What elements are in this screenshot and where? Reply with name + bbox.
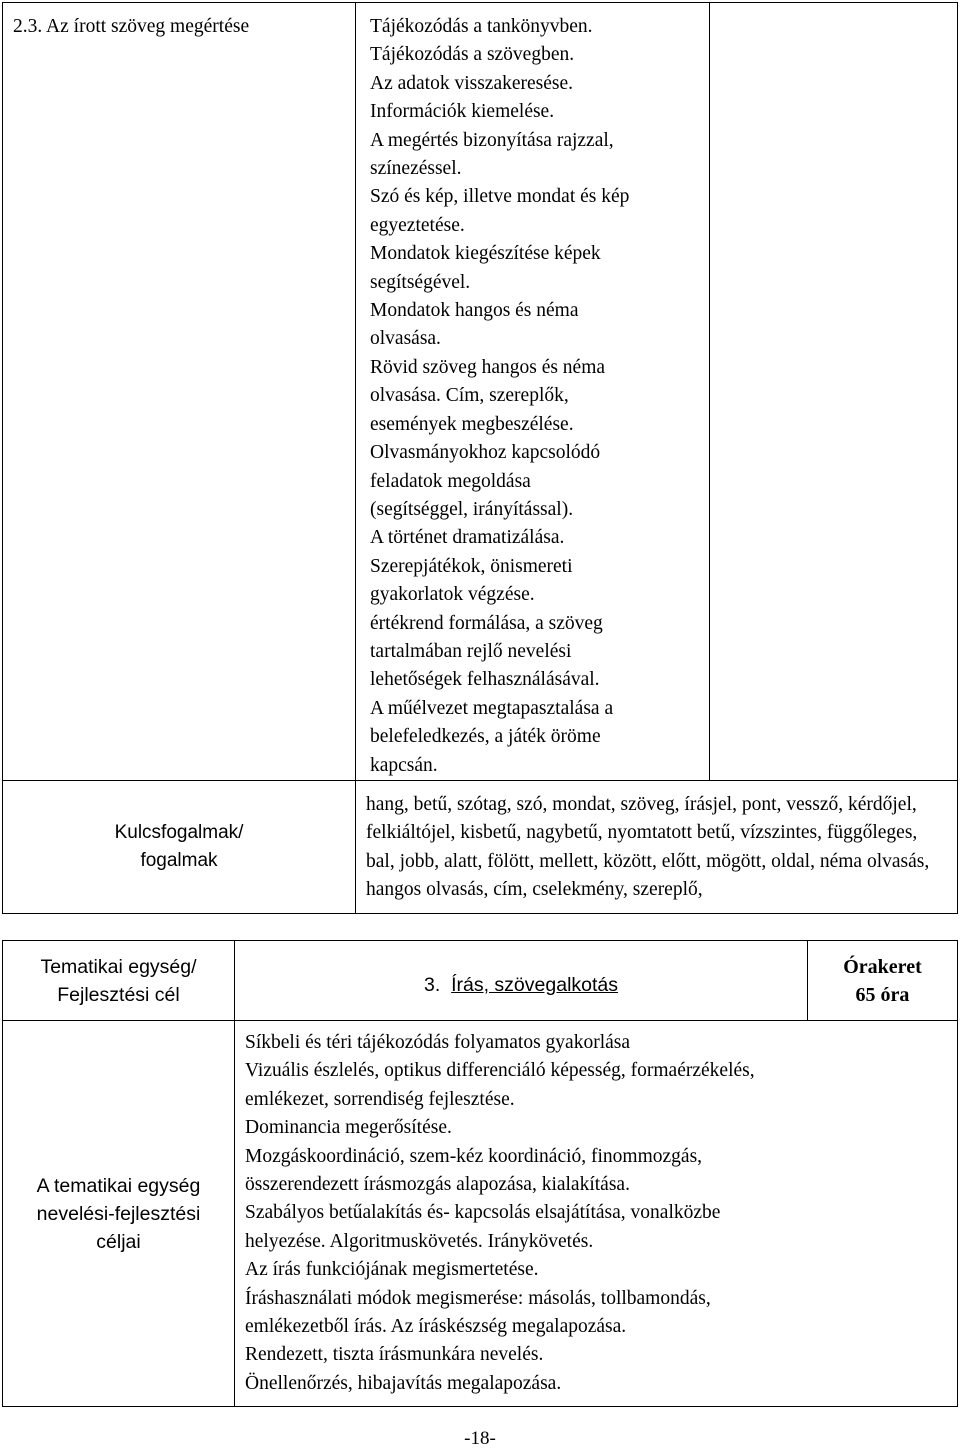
section-2-3-line-26: belefeledkezés, a játék öröme: [370, 726, 601, 748]
page-number: -18-: [464, 1428, 496, 1449]
section-2-3-line-4: Információk kiemelése.: [370, 101, 555, 123]
key-concepts-label-line2: fogalmak: [140, 849, 218, 871]
goal-line-6: összerendezett írásmozgás alapozása, kialakítása.: [245, 1174, 630, 1196]
section-2-3-line-13: Rövid szöveg hangos és néma: [370, 356, 606, 378]
section-2-3-line-5: A megértés bizonyítása rajzzal,: [370, 129, 614, 151]
goal-line-13: Önellenőrzés, hibajavítás megalapozása.: [245, 1372, 562, 1394]
section-2-3-line-11: Mondatok hangos és néma: [370, 300, 579, 322]
section-2-3-line-25: A műélvezet megtapasztalása a: [370, 697, 614, 719]
section-2-3-line-15: események megbeszélése.: [370, 413, 574, 435]
unit-3-header-row: [3, 941, 958, 1021]
section-2-3-line-3: Az adatok visszakeresése.: [370, 72, 574, 94]
section-2-3-line-9: Mondatok kiegészítése képek: [370, 243, 601, 265]
section-2-3-line-7: Szó és kép, illetve mondat és kép: [370, 186, 630, 208]
key-concepts-content-cell: [356, 781, 958, 914]
goals-label-cell: [3, 1021, 235, 1407]
section-2-3-line-21: gyakorlatok végzése.: [370, 584, 535, 606]
goals-label-line2: nevelési-fejlesztési: [36, 1202, 201, 1225]
goal-line-11: emlékezetből írás. Az íráskészség megalapozása.: [245, 1316, 627, 1338]
section-2-3-line-24: lehetőségek felhasználásával.: [370, 669, 600, 691]
unit-3-goals-row: [3, 1021, 958, 1407]
section-2-3-content-list: [356, 3, 709, 780]
section-2-3-line-19: A történet dramatizálása.: [370, 527, 565, 549]
goals-content-cell: [235, 1021, 958, 1407]
goal-line-12: Rendezett, tiszta írásmunkára nevelés.: [245, 1344, 544, 1366]
section-2-3-line-23: tartalmában rejlő nevelési: [370, 640, 572, 662]
goal-line-10: Íráshasználati módok megismerése: másolás, tollbamondás,: [245, 1287, 711, 1309]
hours-value: 65 óra: [855, 983, 910, 1006]
section-2-3-title-cell: [3, 3, 356, 781]
key-concepts-line-4: hangos olvasás, cím, cselekmény, szereplő,: [366, 879, 703, 901]
goals-label-line1: A tematikai egység: [36, 1174, 201, 1197]
section-2-3-line-18: (segítséggel, irányítással).: [370, 498, 574, 520]
key-concepts-label-cell: [3, 781, 356, 914]
goal-line-3: emlékezet, sorrendiség fejlesztése.: [245, 1088, 515, 1110]
goal-line-8: helyezése. Algoritmuskövetés. Iránykövetés.: [245, 1230, 594, 1252]
goal-line-1: Síkbeli és téri tájékozódás folyamatos gyakorlása: [245, 1032, 631, 1053]
section-2-3-line-10: segítségével.: [370, 271, 471, 293]
section-2-3-line-20: Szerepjátékok, önismereti: [370, 555, 573, 577]
goal-line-7: Szabályos betűalakítás és- kapcsolás elsajátítása, vonalközbe: [245, 1202, 721, 1224]
key-concepts-row: [3, 781, 958, 914]
unit-number: 3.: [423, 974, 441, 996]
section-2-3-line-22: értékrend formálása, a szöveg: [370, 612, 603, 634]
section-2-3-line-12: olvasása.: [370, 328, 441, 350]
section-2-3-line-6: színezéssel.: [370, 158, 462, 180]
key-concepts-label-line1: Kulcsfogalmak/: [114, 821, 244, 843]
section-2-3-title: 2.3. Az írott szöveg megértése: [13, 16, 250, 37]
section-2-3-line-1: Tájékozódás a tankönyvben.: [370, 16, 593, 37]
hours-cell: [808, 941, 958, 1021]
section-2-3-line-8: egyeztetése.: [370, 214, 465, 236]
unit-3-table: [2, 940, 958, 1407]
section-2-3-line-17: feladatok megoldása: [370, 470, 531, 492]
hours-label: Órakeret: [843, 955, 922, 978]
goal-line-4: Dominancia megerősítése.: [245, 1117, 452, 1139]
section-2-3-line-27: kapcsán.: [370, 754, 438, 776]
goals-label-line3: céljai: [96, 1230, 141, 1253]
section-2-3-content-cell: [356, 3, 710, 781]
key-concepts-line-2: felkiáltójel, kisbetű, nagybetű, nyomtatott betű, vízszintes, függőleges,: [366, 822, 918, 844]
goal-line-2: Vizuális észlelés, optikus differenciáló képesség, formaérzékelés,: [245, 1060, 755, 1082]
unit-label-cell: [3, 941, 235, 1021]
section-2-3-line-2: Tájékozódás a szövegben.: [370, 44, 575, 66]
unit-label-line1: Tematikai egység/: [40, 955, 197, 978]
section-2-3-row: [3, 3, 958, 781]
section-2-3-line-16: Olvasmányokhoz kapcsolódó: [370, 442, 601, 464]
goal-line-9: Az írás funkciójának megismertetése.: [245, 1259, 539, 1281]
section-2-3-line-14: olvasása. Cím, szereplők,: [370, 385, 569, 407]
unit-title-cell: [235, 941, 808, 1021]
section-2-3-empty-cell: [710, 3, 958, 781]
unit-title: Írás, szövegalkotás: [451, 974, 619, 996]
section-2-3-table: [2, 2, 958, 914]
key-concepts-line-3: bal, jobb, alatt, fölött, mellett, között, előtt, mögött, oldal, néma olvasás,: [366, 850, 930, 872]
unit-label-line2: Fejlesztési cél: [57, 983, 180, 1006]
goal-line-5: Mozgáskoordináció, szem-kéz koordináció, finommozgás,: [245, 1145, 703, 1167]
key-concepts-line-1: hang, betű, szótag, szó, mondat, szöveg, írásjel, pont, vessző, kérdőjel,: [366, 794, 917, 815]
